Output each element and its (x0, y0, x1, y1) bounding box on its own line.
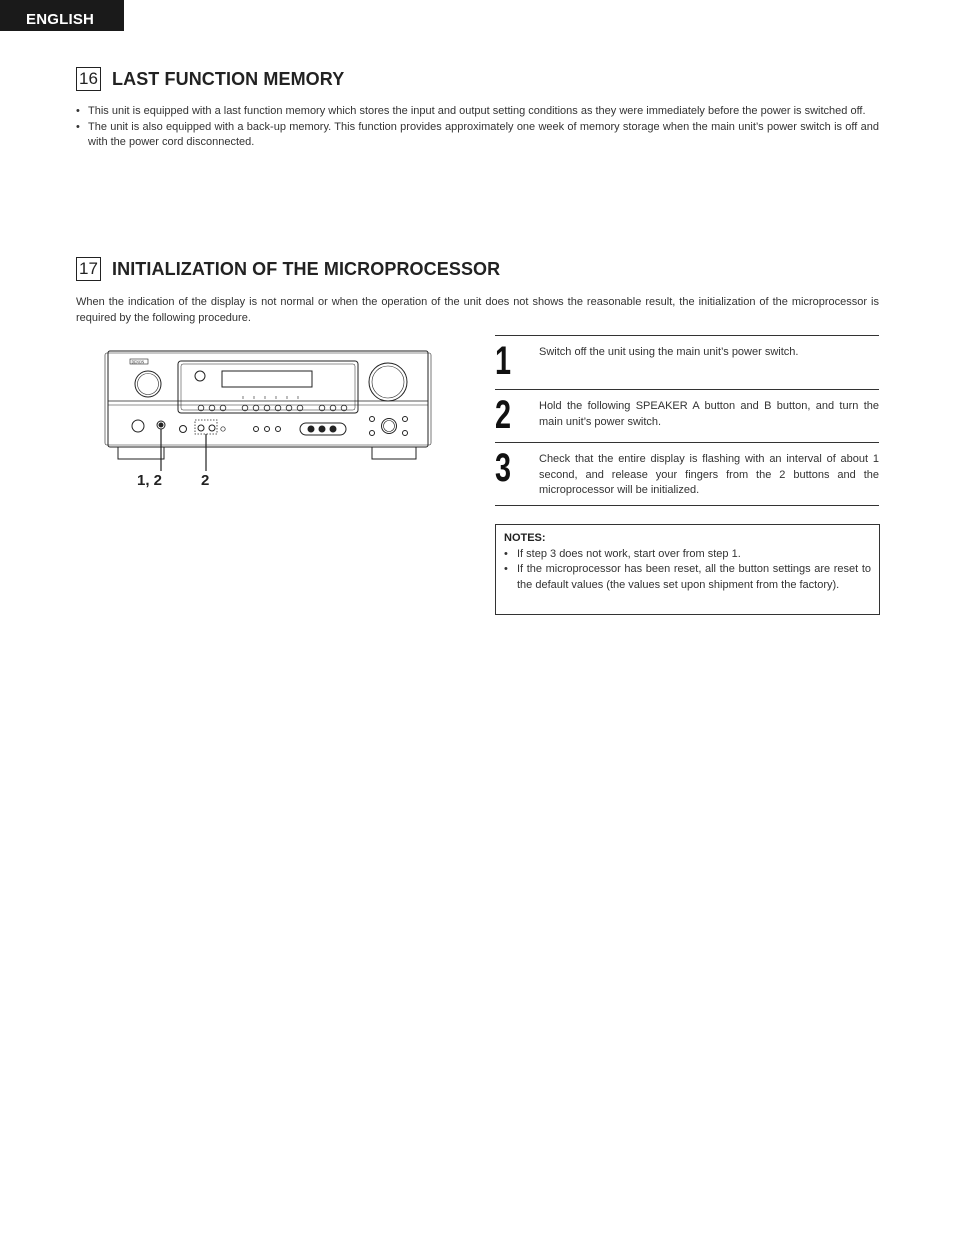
receiver-front-panel-diagram (100, 343, 440, 493)
brand-logo-text: DENON (131, 360, 145, 365)
list-item: • If the microprocessor has been reset, all the button settings are reset to the default values (the values set upon shipment from the factory). (504, 562, 871, 593)
step-3 (495, 442, 879, 506)
notes-list (504, 547, 871, 594)
callout-label-speaker-buttons: 2 (201, 472, 210, 489)
step-text: Hold the following SPEAKER A button and B button, and turn the main unit’s power switch. (539, 400, 879, 428)
section-16-heading (76, 67, 344, 91)
section-16-number: 16 (76, 67, 101, 91)
section-17-title: INITIALIZATION OF THE MICROPROCESSOR (112, 258, 501, 279)
step-text: Switch off the unit using the main unit’s power switch. (539, 346, 799, 358)
step-2 (495, 389, 879, 442)
list-item: • If step 3 does not work, start over from step 1. (504, 547, 871, 563)
language-tab: ENGLISH (0, 0, 124, 31)
section-17-number: 17 (76, 257, 101, 281)
section-17-heading (76, 257, 500, 281)
step-number: 3 (495, 446, 512, 490)
step-number: 1 (495, 339, 512, 383)
section-16-title: LAST FUNCTION MEMORY (112, 68, 345, 89)
step-text: Check that the entire display is flashing with an interval of about 1 second, and release your fingers from the 2 buttons and the microprocessor will be initialized. (539, 453, 879, 496)
notes-title: NOTES: (504, 532, 546, 544)
step-number: 2 (495, 393, 512, 437)
callout-label-power-switch: 1, 2 (137, 472, 163, 489)
notes-box (495, 524, 880, 615)
list-item: • This unit is equipped with a last function memory which stores the input and output setting conditions as they were immediately before the power is switched off. (76, 104, 879, 120)
list-item: • The unit is also equipped with a back-up memory. This function provides approximately one week of memory storage when the main unit’s power switch is off and with the power cord disconnected. (76, 120, 879, 151)
section-17-intro: When the indication of the display is not normal or when the operation of the unit does not shows the reasonable result, the initialization of the microprocessor is required by the following procedure. (76, 296, 879, 324)
steps-list (495, 335, 879, 506)
step-1 (495, 335, 879, 389)
section-16-bullets (76, 104, 879, 151)
